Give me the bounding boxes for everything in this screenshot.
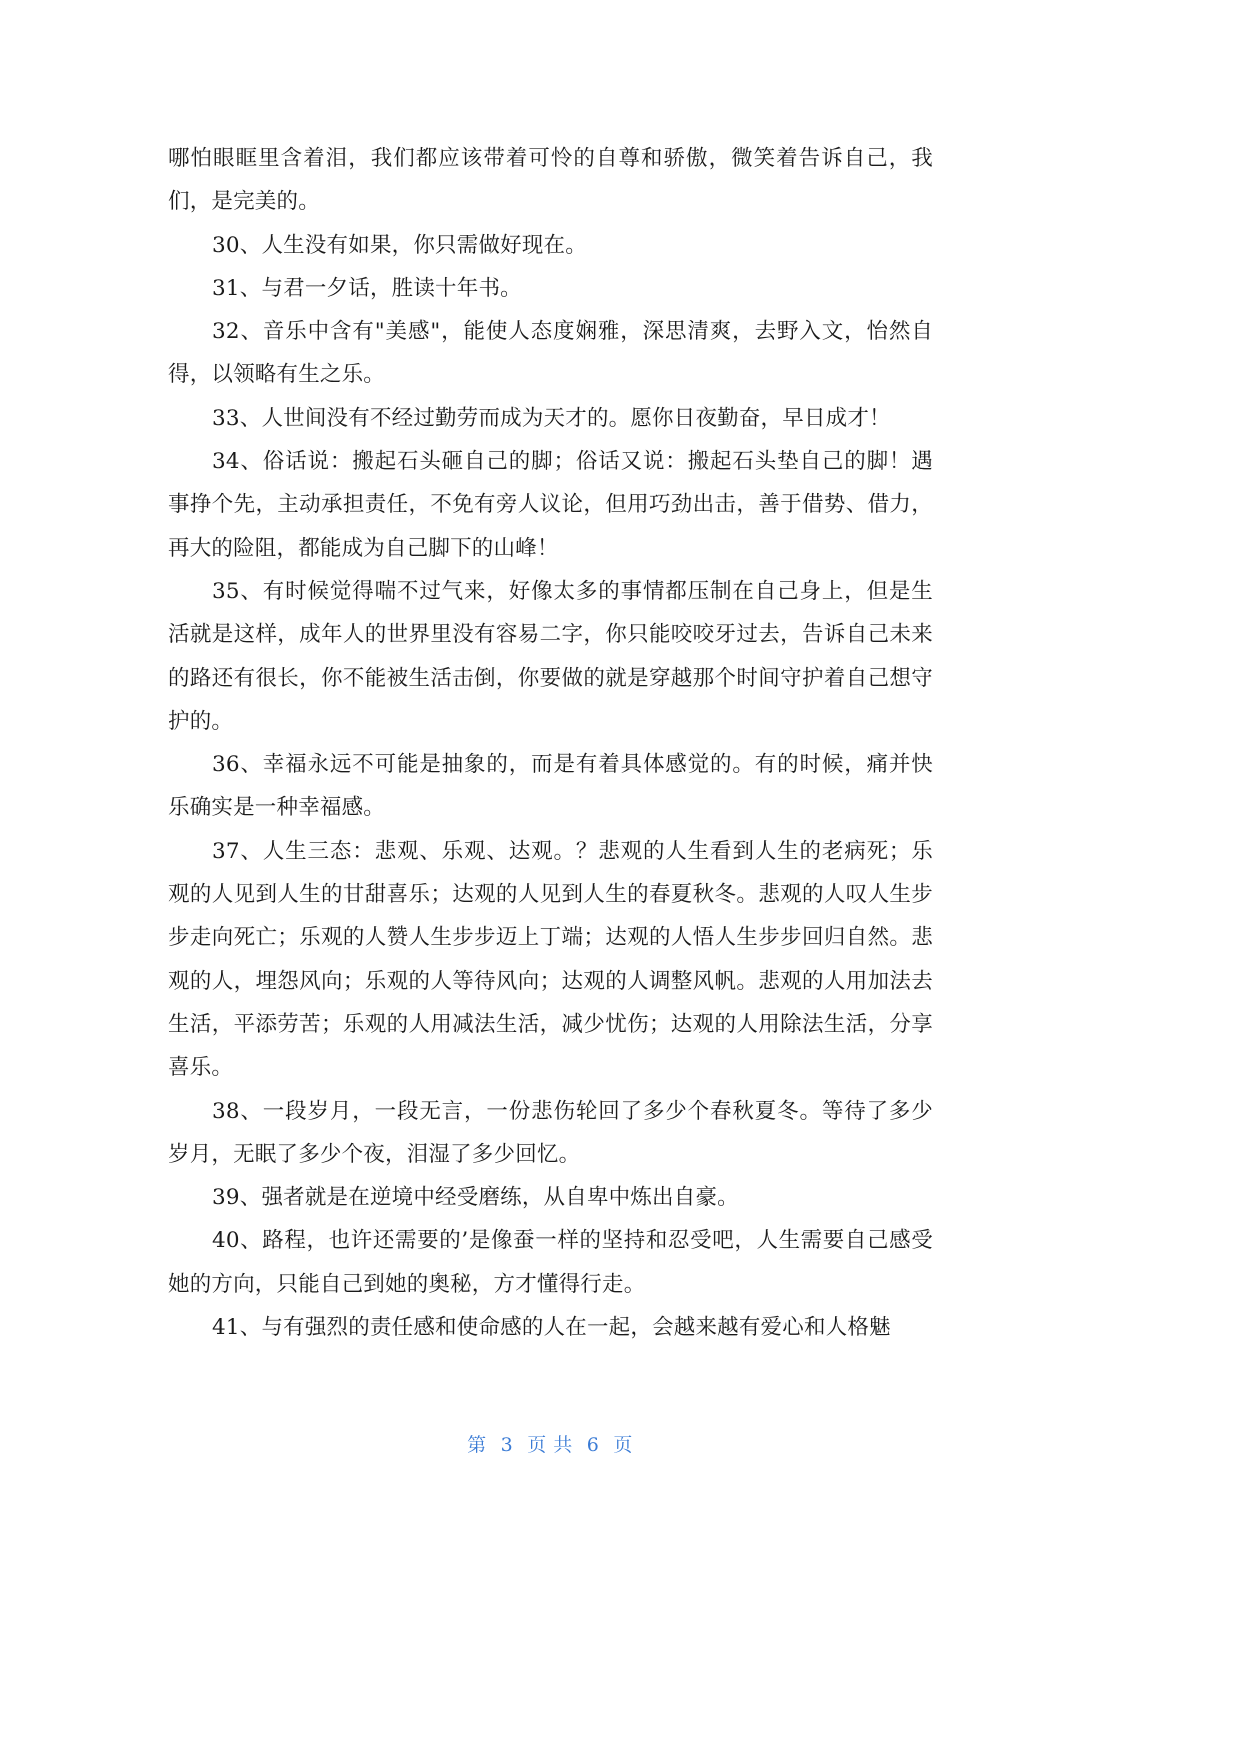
paragraph-item-37: 37、人生三态：悲观、乐观、达观。？悲观的人生看到人生的老病死；乐观的人见到人生的甘甜喜乐；达观的人见到人生的春夏秋冬。悲观的人叹人生步步走向死亡；乐观的人赞人生步步迈上丁端；达观的人悟人生步步回归自然。悲观的人，埋怨风向；乐观的人等待风向；达观的人调整风帆。悲观的人用加法去生活，平添劳苦；乐观的人用减法生活，减少忧伤；达观的人用除法生活，分享喜乐。: [168, 838, 933, 1081]
paragraph-item-31: 31、与君一夕话，胜读十年书。: [212, 275, 522, 301]
paragraph-item-38: 38、一段岁月，一段无言，一份悲伤轮回了多少个春秋夏冬。等待了多少岁月，无眠了多少个夜，泪湿了多少回忆。: [168, 1098, 933, 1167]
paragraph-item-36: 36、幸福永远不可能是抽象的，而是有着具体感觉的。有的时候，痛并快乐确实是一种幸福感。: [168, 752, 933, 821]
footer-total-pages: 6: [586, 1434, 600, 1456]
paragraph-item-30: 30、人生没有如果，你只需做好现在。: [212, 232, 587, 258]
paragraph-item-32: 32、音乐中含有"美感"，能使人态度娴雅，深思清爽，去野入文，怡然自得，以领略有生之乐。: [168, 319, 933, 388]
paragraph-item-39: 39、强者就是在逆境中经受磨练，从自卑中炼出自豪。: [212, 1185, 739, 1211]
page-number-footer: [0, 1430, 1100, 1457]
paragraph-item-41: 41、与有强烈的责任感和使命感的人在一起，会越来越有爱心和人格魅: [212, 1315, 891, 1341]
footer-prefix: 第: [467, 1434, 487, 1456]
document-body: [168, 137, 933, 1349]
paragraph-item-40: 40、路程，也许还需要的’是像蚕一样的坚持和忍受吧，人生需要自己感受她的方向，只能自己到她的奥秘，方才懂得行走。: [168, 1228, 933, 1297]
footer-suffix: 页: [613, 1434, 633, 1456]
paragraph-item-34: 34、俗话说：搬起石头砸自己的脚；俗话又说：搬起石头垫自己的脚！遇事挣个先，主动承担责任，不免有旁人议论，但用巧劲出击，善于借势、借力，再大的险阻，都能成为自己脚下的山峰！: [168, 449, 933, 561]
paragraph-item-35: 35、有时候觉得喘不过气来，好像太多的事情都压制在自己身上，但是生活就是这样，成年人的世界里没有容易二字，你只能咬咬牙过去，告诉自己未来的路还有很长，你不能被生活击倒，你要做的就是穿越那个时间守护着自己想守护的。: [168, 578, 933, 734]
paragraph-item-33: 33、人世间没有不经过勤劳而成为天才的。愿你日夜勤奋，早日成才！: [212, 405, 891, 431]
paragraph-continuation: 哪怕眼眶里含着泪，我们都应该带着可怜的自尊和骄傲，微笑着告诉自己，我们，是完美的。: [168, 146, 933, 215]
footer-middle: 页 共: [527, 1434, 573, 1456]
footer-current-page: 3: [500, 1434, 514, 1456]
